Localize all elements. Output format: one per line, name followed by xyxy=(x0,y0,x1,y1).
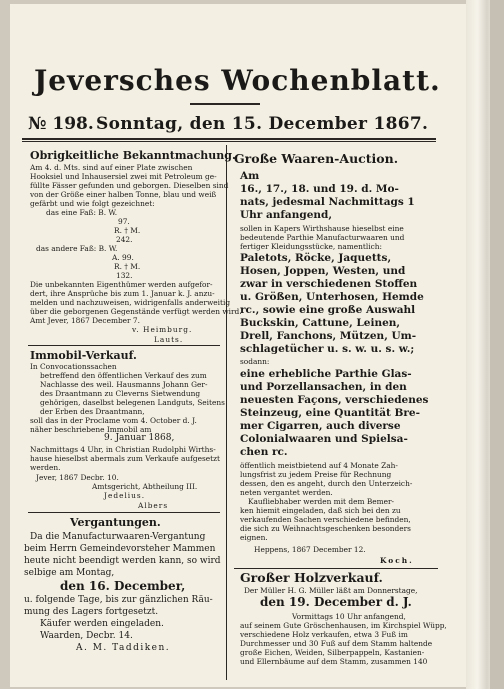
notice-separator xyxy=(28,345,220,346)
notice1-line: dert, ihre Ansprüche bis zum 1. Januar k. J. anzu- xyxy=(30,289,215,298)
notice-separator xyxy=(234,568,438,569)
notice1-mark: 97. xyxy=(118,217,130,226)
notice4-line: neten vergantet werden. xyxy=(240,488,333,497)
notice4-item: schlagetücher u. s. w. u. s. w.; xyxy=(240,343,415,355)
notice2-line: hause hieselbst abermals zum Verkaufe aufgesetzt xyxy=(30,454,220,463)
notice1-registrar: Lauts. xyxy=(154,335,184,344)
notice3-line: beim Herrn Gemeindevorsteher Mammen xyxy=(24,544,216,554)
notice4-item: Colonialwaaren und Spielsa- xyxy=(240,433,408,445)
notice4-intro: Am xyxy=(240,170,260,182)
notice2-line: soll das in der Proclame vom 4. October d. J. xyxy=(30,416,197,425)
notice1-line: Hooksiel und Inhausersiel zwei mit Petroleum ge- xyxy=(30,172,217,181)
notice1-signature: v. Heimburg. xyxy=(132,325,193,334)
notice2-line: Nachlasse des weil. Hausmanns Johann Ger- xyxy=(40,380,208,389)
notice4-item: Hosen, Joppen, Westen, und xyxy=(240,265,406,277)
notice5-line: Vormittags 10 Uhr anfangend, xyxy=(292,612,406,621)
notice5-date: den 19. December d. J. xyxy=(260,595,412,609)
notice1-line: über die geborgenen Gegenstände verfügt werden wird. xyxy=(30,307,242,316)
notice3-line: Da die Manufacturwaaren-Vergantung xyxy=(30,532,206,542)
notice5-line: auf seinem Gute Gröschenhausen, im Kirchspiel Wüpp, xyxy=(240,621,447,630)
notice4-line: eignen. xyxy=(240,533,268,542)
notice1-line: Amt Jever, 1867 December 7. xyxy=(30,316,140,325)
notice1-mark: R. † M. xyxy=(114,226,141,235)
notice1-mark: das eine Faß: B. W. xyxy=(46,208,118,217)
notice4-item: zwar in verschiedenen Stoffen xyxy=(240,278,418,290)
notice2-heading: Immobil-Verkauf. xyxy=(30,349,137,362)
notice4-place: Heppens, 1867 December 12. xyxy=(254,545,366,554)
notice1-mark: 242. xyxy=(116,235,133,244)
notice1-mark: 132. xyxy=(116,271,133,280)
notice4-line: lungsfrist zu jedem Preise für Rechnung xyxy=(240,470,392,479)
notice3-line: Käufer werden eingeladen. xyxy=(40,619,164,629)
notice1-mark: das andere Faß: B. W. xyxy=(36,244,118,253)
masthead-rule-thin xyxy=(22,141,436,142)
notice3-line: mung des Lagers fortgesetzt. xyxy=(24,607,159,617)
notice3-line: Waarden, Decbr. 14. xyxy=(40,631,133,641)
notice1-line: Am 4. d. Mts. sind auf einer Plate zwischen xyxy=(30,163,193,172)
notice4-line: fertiger Kleidungsstücke, namentlich: xyxy=(240,242,382,251)
notice4-item: neuesten Façons, verschiedenes xyxy=(240,394,429,406)
notice4-line: verkaufenden Sachen verschiedene befinden, xyxy=(240,515,411,524)
notice4-intro: 16., 17., 18. und 19. d. Mo- xyxy=(240,183,399,195)
notice4-item: chen rc. xyxy=(240,446,288,458)
notice3-line: selbige am Montag, xyxy=(24,568,115,578)
masthead-rule xyxy=(22,138,436,140)
notice3-heading: Vergantungen. xyxy=(70,516,161,529)
notice5-line: große Eichen, Weiden, Silberpappeln, Kastanien- xyxy=(240,648,425,657)
notice5-heading: Großer Holzverkauf. xyxy=(240,570,383,585)
notice4-item: rc., sowie eine große Auswahl xyxy=(240,304,416,316)
notice4-intro: Uhr anfangend, xyxy=(240,209,333,221)
notice4-item: Drell, Fanchons, Mützen, Um- xyxy=(240,330,417,342)
masthead-title: Jeversches Wochenblatt. xyxy=(34,64,441,97)
notice1-line: füllte Fässer gefunden und geborgen. Dieselben sind xyxy=(30,181,229,190)
notice1-line: gefärbt und wie folgt gezeichnet: xyxy=(30,199,155,208)
notice4-item: Steinzeug, eine Quantität Bre- xyxy=(240,407,420,419)
notice4-line: bedeutende Parthie Manufacturwaaren und xyxy=(240,233,405,242)
notice4-intro: nats, jedesmal Nachmittags 1 xyxy=(240,196,415,208)
notice4-sodann: sodann: xyxy=(240,357,270,366)
notice2-signature: Jedelius. xyxy=(104,491,146,500)
notice4-line: öffentlich meistbietend auf 4 Monate Zah- xyxy=(240,461,398,470)
notice2-date: 9. Januar 1868, xyxy=(104,433,175,443)
column-rule xyxy=(226,145,227,680)
notice5-line: Der Müller H. G. Müller läßt am Donnerstage, xyxy=(244,586,418,595)
notice2-line: werden. xyxy=(30,463,61,472)
notice4-item: Paletots, Röcke, Jaquetts, xyxy=(240,252,392,264)
notice4-item: u. Größen, Unterhosen, Hemde xyxy=(240,291,424,303)
notice4-line: Kaufliebhaber werden mit dem Bemer- xyxy=(248,497,395,506)
notice5-line: Durchmesser und 30 Fuß auf dem Stamm haltende xyxy=(240,639,433,648)
notice1-line: Die unbekannten Eigenthümer werden aufgefor- xyxy=(30,280,213,289)
notice4-line: ken hiemit eingeladen, daß sich bei den zu xyxy=(240,506,401,515)
notice2-registrar: Albers xyxy=(138,501,169,510)
notice3-line: heute nicht beendigt werden kann, so wird xyxy=(24,556,221,566)
notice4-line: dessen, den es angeht, durch den Unterzeich- xyxy=(240,479,413,488)
notice3-line: u. folgende Tage, bis zur gänzlichen Räu- xyxy=(24,595,213,605)
title-rule xyxy=(190,103,260,105)
notice4-item: eine erhebliche Parthie Glas- xyxy=(240,368,412,380)
notice1-heading: Obrigkeitliche Bekanntmachung. xyxy=(30,149,236,162)
notice4-item: und Porzellansachen, in den xyxy=(240,381,407,393)
notice1-mark: A. 99. xyxy=(112,253,134,262)
notice4-line: die sich zu Weihnachtsgeschenken besonders xyxy=(240,524,411,533)
notice5-line: verschiedene Holz verkaufen, etwa 3 Fuß im xyxy=(240,630,408,639)
notice2-line: Nachmittags 4 Uhr, in Christian Rudolphi Wirths- xyxy=(30,445,216,454)
notice3-signature: A. M. Taddiken. xyxy=(76,643,171,653)
notice3-date: den 16. December, xyxy=(60,579,186,593)
notice2-line: der Erben des Draantmann, xyxy=(40,407,145,416)
page-edge-shadow xyxy=(490,0,504,689)
notice2-line: des Draantmann zu Cleverns Sietwendung xyxy=(40,389,201,398)
notice2-court: Amtsgericht, Abtheilung III. xyxy=(92,482,198,491)
notice4-line: sollen in Kapers Wirthshause hieselbst eine xyxy=(240,224,404,233)
notice2-line: In Convocationssachen xyxy=(30,362,117,371)
notice4-signature: Koch. xyxy=(380,556,414,565)
notice2-place: Jever, 1867 Decbr. 10. xyxy=(36,473,119,482)
notice4-item: mer Cigarren, auch diverse xyxy=(240,420,401,432)
notice2-line: betreffend den öffentlichen Verkauf des zum xyxy=(40,371,207,380)
issue-number: № 198. xyxy=(28,114,94,134)
notice2-line: näher beschriebene Immobil am xyxy=(30,425,152,434)
notice1-line: melden und nachzuweisen, widrigenfalls anderweitig xyxy=(30,298,231,307)
notice1-line: von der Größe einer halben Tonne, blau und weiß xyxy=(30,190,217,199)
notice4-item: Buckskin, Cattune, Leinen, xyxy=(240,317,401,329)
issue-date: Sonntag, den 15. December 1867. xyxy=(96,114,429,134)
notice1-mark: R. † M. xyxy=(114,262,141,271)
notice-separator xyxy=(28,512,220,513)
notice5-line: und Ellernbäume auf dem Stamm, zusammen 140 xyxy=(240,657,428,666)
notice2-line: gehörigen, daselbst belegenen Landguts, Seitens xyxy=(40,398,225,407)
notice4-heading: Große Waaren-Auction. xyxy=(234,151,399,166)
